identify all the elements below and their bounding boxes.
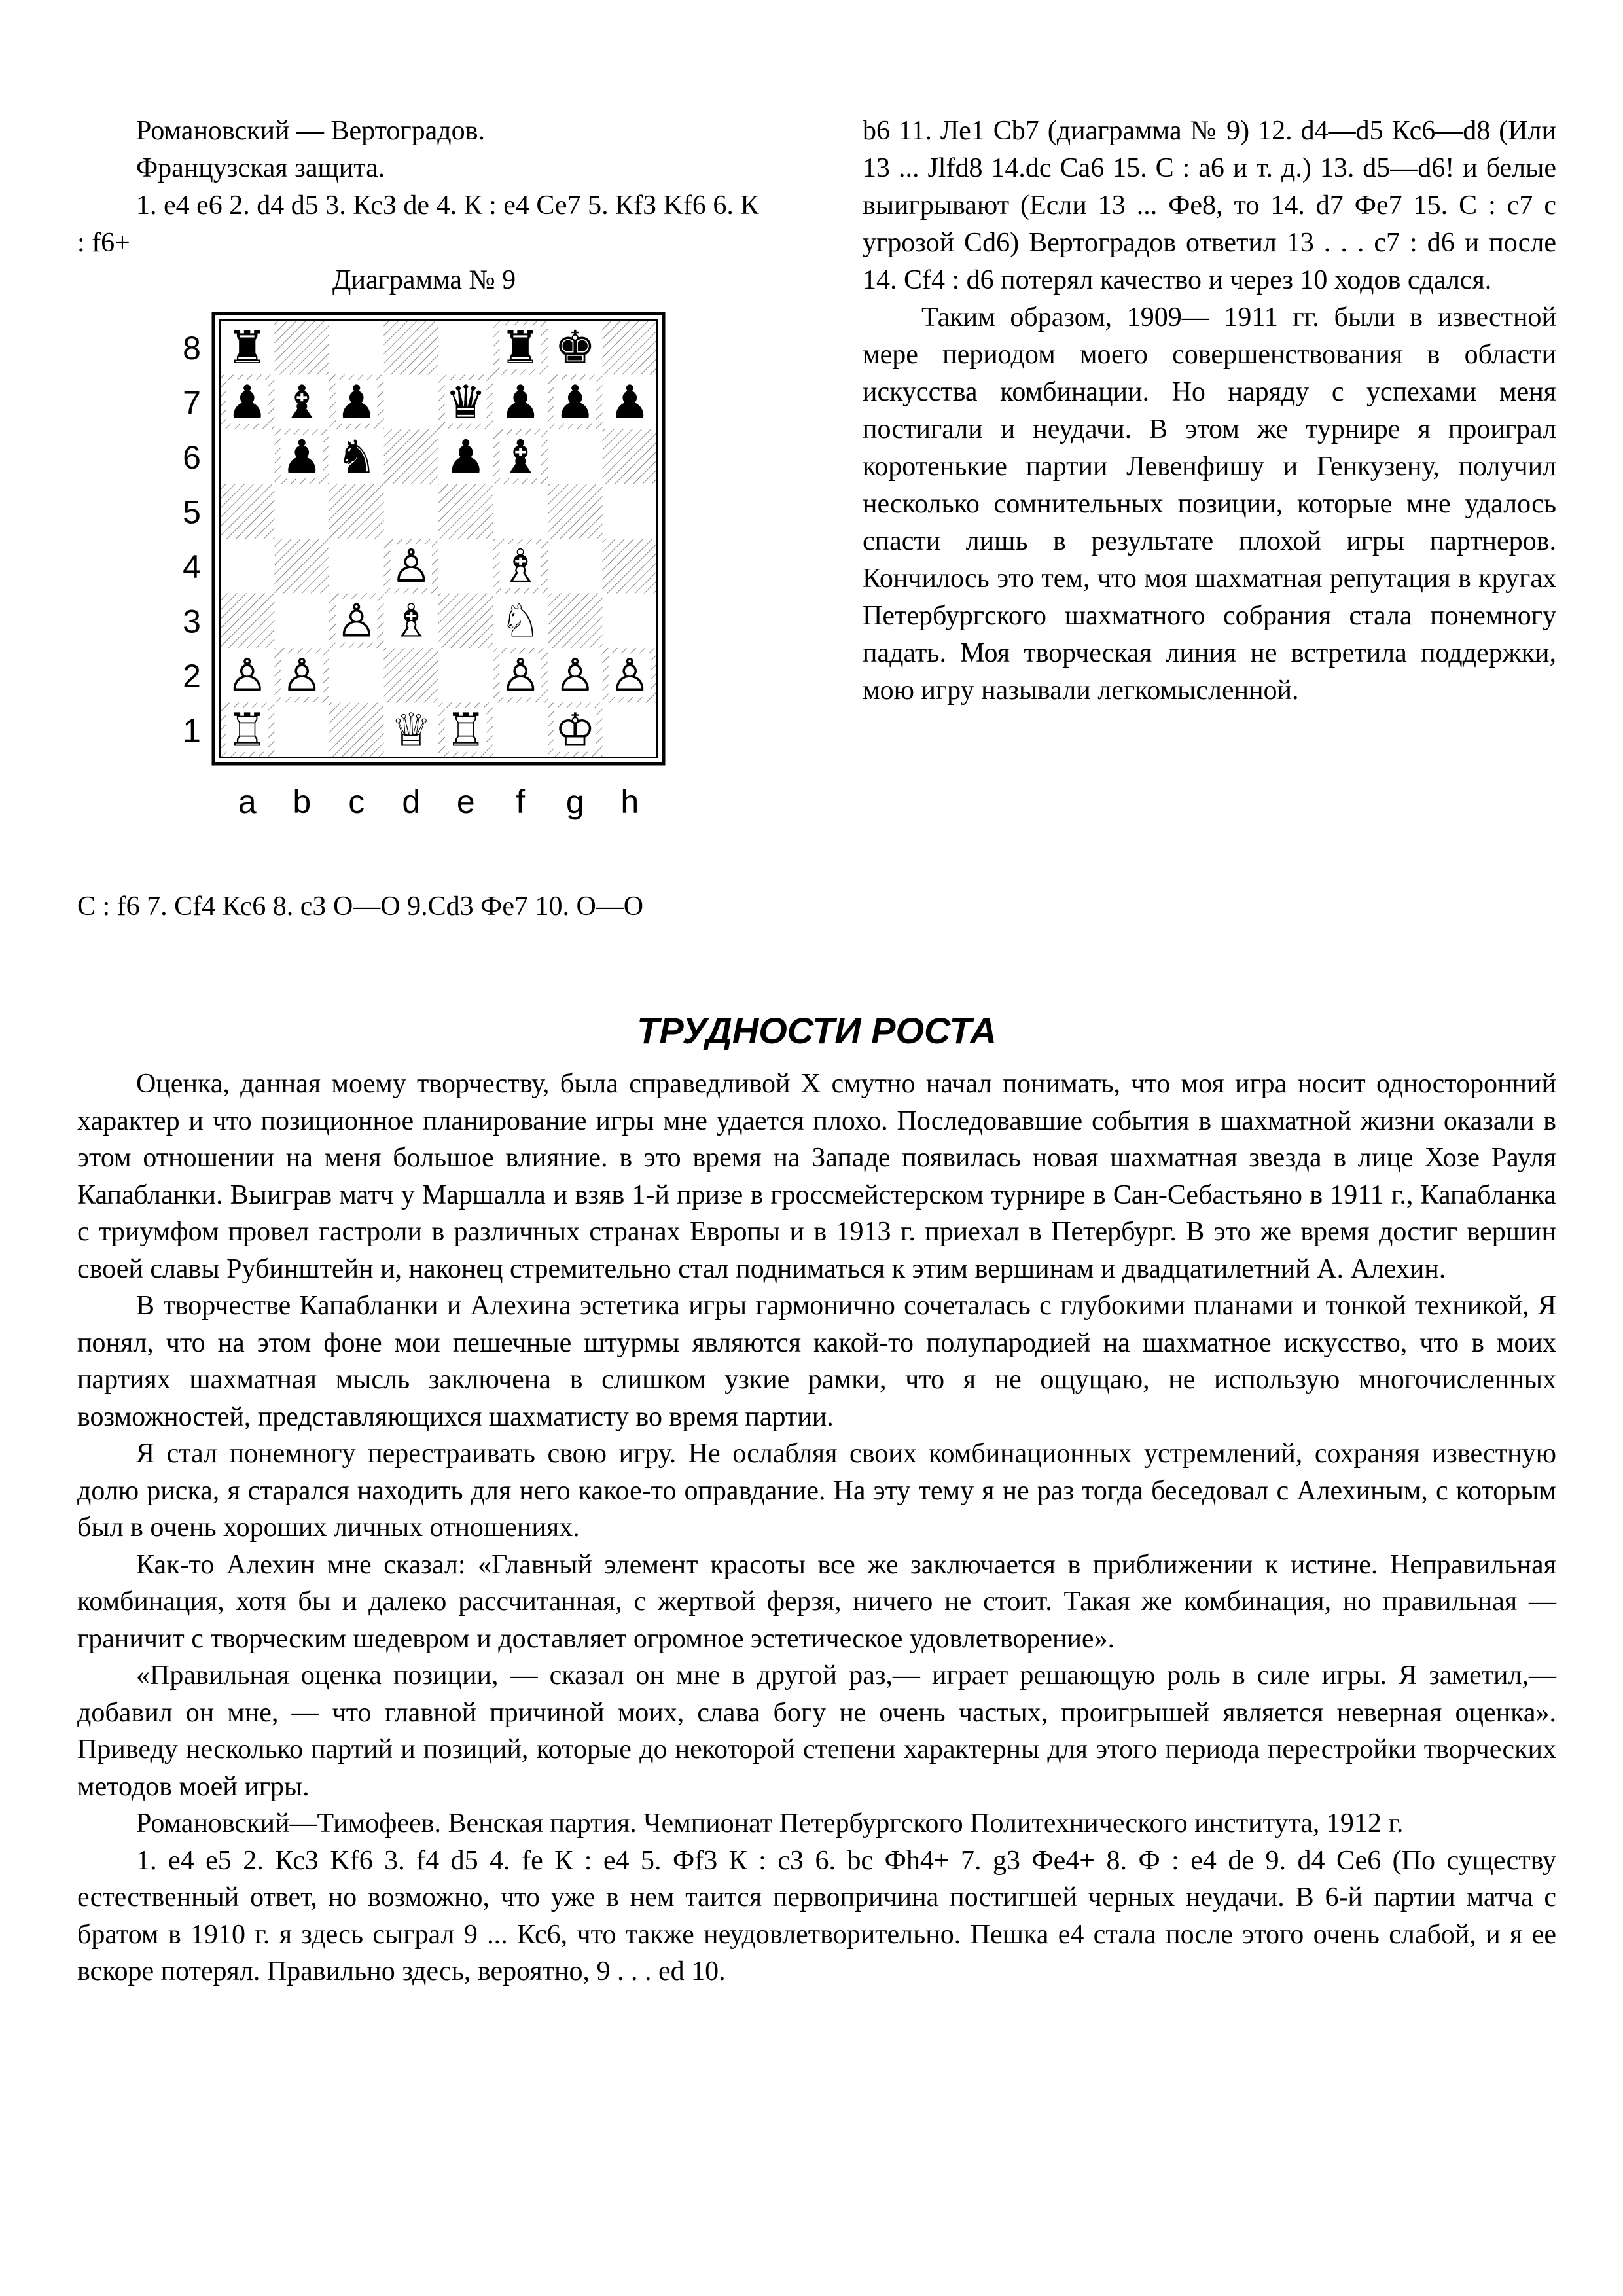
rank-label: 3 [183,603,201,640]
light-square [603,703,658,758]
black-knight-icon: ♞ [336,429,378,484]
light-square [493,484,548,539]
summary-paragraph: Таким образом, 1909— 1911 гг. были в известной мере периодом моего совершенствования в области искусства комбинации. Но наряду с успехами меня постигали и неудачи. В этом же турнире я проиграл коротенькие партии Левенфишу и Генкузену, получил несколько сомнительных позиции, которые мне удалось спасти лишь в результате плохой игры партнеров. Кончилось это тем, что моя шахматная репутация в кругах Петербургского шахматного собрания стала понемногу падать. Моя творческая линия не встретила поддержки, мою игру называли легкомысленной. [863,302,1556,706]
dark-square [384,320,439,375]
chess-board [77,299,771,875]
dark-square [438,484,493,539]
light-square [329,320,384,375]
file-label: a [238,783,257,820]
black-rook-icon: ♜ [499,320,541,374]
light-square [275,484,330,539]
black-pawn-icon: ♟ [445,429,487,484]
light-square [438,539,493,594]
light-square [384,484,439,539]
light-square [220,539,275,594]
black-pawn-icon: ♟ [499,375,541,429]
file-label: f [516,783,526,820]
file-label: h [620,783,639,820]
dark-square [548,594,603,649]
light-square [275,703,330,758]
light-square [438,320,493,375]
diagram-caption: Диаграмма № 9 [332,265,516,295]
file-label: c [348,783,365,820]
light-square [493,703,548,758]
body-paragraph: Как-то Алехин мне сказал: «Главный элемент красоты все же заключается в приближении к истине. Неправильная комбинация, хотя бы и далеко рассчитанная, с жертвой ферзя, ничего не стоит. Такая же комбинация, но правильная — граничит с творческим шедевром и доставляет огромное эстетическое удовлетворение». [77,1549,1556,1654]
black-rook-icon: ♜ [226,320,268,374]
black-pawn-icon: ♟ [226,375,268,429]
dark-square [548,484,603,539]
white-rook-icon: ♖ [445,703,487,757]
black-queen-icon: ♛ [445,375,487,429]
section-heading: ТРУДНОСТИ РОСТА [637,1010,997,1051]
body-paragraph: В творчестве Капабланки и Алехина эстетика игры гармонично сочеталась с глубокими планами и тонкой техникой, Я понял, что на этом фоне мои пешечные штурмы являются какой-то полупародией на шахматное искусство, что в моих партиях шахматная мысль заключена в слишком узкие рамки, что я не ощущаю, не использую многочисленных возможностей, представляющихся шахматисту во время партии. [77,1291,1556,1432]
right-column [863,113,1556,709]
game-title: Романовский — Вертоградов. [136,116,485,146]
rank-label: 5 [183,493,201,531]
light-square [603,484,658,539]
light-square [548,429,603,484]
rank-label: 4 [183,548,201,585]
light-square [220,429,275,484]
rank-label: 1 [183,712,201,749]
section-body [77,1066,1556,1990]
black-pawn-icon: ♟ [281,429,323,484]
file-label: g [565,783,584,820]
black-pawn-icon: ♟ [609,375,651,429]
white-pawn-icon: ♙ [336,594,378,648]
white-pawn-icon: ♙ [226,648,268,702]
body-paragraph: Романовский—Тимофеев. Венская партия. Чемпионат Петербургского Политехнического института, 1912 г. [136,1808,1404,1839]
dark-square [329,703,384,758]
dark-square [438,594,493,649]
opening-moves: 1. е4 е6 2. d4 d5 3. КсЗ de 4. К : е4 Се7 5. КfЗ Kf6 6. К : f6+ [77,190,759,258]
light-square [438,648,493,703]
light-square [329,539,384,594]
file-label: d [402,783,421,820]
dark-square [220,484,275,539]
opening-name: Французская защита. [136,153,385,183]
left-column [77,113,771,925]
body-paragraph: Я стал понемногу перестраивать свою игру. Не ослабляя своих комбинационных устремлений, сохраняя известную долю риска, я старался находить для него какое-то оправдание. На эту тему я не раз тогда беседовал с Алехиным, с которым был в очень хороших личных отношениях. [77,1439,1556,1543]
file-label: b [293,783,312,820]
white-rook-icon: ♖ [226,703,268,757]
chess-diagram [77,299,771,875]
white-pawn-icon: ♙ [281,648,323,702]
dark-square [275,320,330,375]
white-pawn-icon: ♙ [609,648,651,702]
white-bishop-icon: ♗ [499,539,541,593]
dark-square [603,429,658,484]
white-knight-icon: ♘ [499,594,541,648]
light-square [548,539,603,594]
black-bishop-icon: ♝ [499,429,541,484]
dark-square [220,594,275,649]
white-pawn-icon: ♙ [499,648,541,702]
black-king-icon: ♚ [554,320,596,374]
black-pawn-icon: ♟ [554,375,596,429]
body-paragraph: «Правильная оценка позиции, — сказал он мне в другой раз,— играет решающую роль в силе игры. Я заметил,— добавил он мне, — что главной причиной моих, слава богу не очень частых, проигрышей является неверная оценка». Приведу несколько партий и позиций, которые до некоторой степени характерны для этого периода перестройки творческих методов моей игры. [77,1660,1556,1802]
dark-square [603,320,658,375]
light-square [603,594,658,649]
white-pawn-icon: ♙ [390,539,432,593]
dark-square [603,539,658,594]
black-bishop-icon: ♝ [281,375,323,429]
black-pawn-icon: ♟ [336,375,378,429]
body-paragraph: Оценка, данная моему творчеству, была справедливой Х смутно начал понимать, что моя игра носит односторонний характер и что позиционное планирование игры мне удается плохо. Последовавшие события в шахматной жизни оказали в этом отношении на меня большое влияние. в это время на Западе появилась новая шахматная звезда в лице Хозе Рауля Капабланки. Выиграв матч у Маршалла и взяв 1-й призе в гроссмейстерском турнире в Сан-Себастьяно в 1911 г., Капабланка с триумфом провел гастроли в различных странах Европы и в 1913 г. приехал в Петербург. В это же время достиг вершин своей славы Рубинштейн и, наконец стремительно стал подниматься к этим вершинам и двадцатилетний А. Алехин. [77,1069,1556,1284]
light-square [275,594,330,649]
white-bishop-icon: ♗ [390,594,432,648]
rank-label: 6 [183,439,201,476]
body-paragraph: 1. е4 е5 2. КсЗ Kf6 3. f4 d5 4. fe К : е4 5. Фf3 К : сЗ 6. bc Фh4+ 7. g3 Фе4+ 8. Ф : е4 de 9. d4 Се6 (По существу естественный ответ, но возможно, что уже в нем таится первопричина постигшей черных неудачи. В 6-й партии матча с братом в 1910 г. я здесь сыграл 9 ... Кс6, что также неудовлетворительно. Пешка е4 стала после этого очень слабой, и я ее вскоре потерял. Правильно здесь, вероятно, 9 . . . ed 10. [77,1845,1556,1986]
file-label: e [456,783,475,820]
dark-square [275,539,330,594]
white-pawn-icon: ♙ [554,648,596,702]
dark-square [329,484,384,539]
light-square [329,648,384,703]
rank-label: 2 [183,657,201,694]
white-king-icon: ♔ [554,703,596,757]
dark-square [384,429,439,484]
rank-label: 7 [183,384,201,422]
game-continuation: С : f6 7. Cf4 Кс6 8. сЗ О—О 9.Cd3 Фе7 10. О—О [77,891,644,922]
game-annotation: b6 11. Ле1 Cb7 (диаграмма № 9) 12. d4—d5 Кс6—d8 (Или 13 ... Jlfd8 14.dc Са6 15. С : а6 и т. д.) 13. d5—d6! и белые выигрывают (Если 13 ... Фе8, то 14. d7 Фе7 15. С : с7 с угрозой Cd6) Вертоградов ответил 13 . . . с7 : d6 и после 14. Cf4 : d6 потерял качество и через 10 ходов сдался. [863,116,1556,295]
rank-label: 8 [183,329,201,367]
dark-square [384,648,439,703]
white-queen-icon: ♕ [390,703,432,757]
light-square [384,375,439,430]
